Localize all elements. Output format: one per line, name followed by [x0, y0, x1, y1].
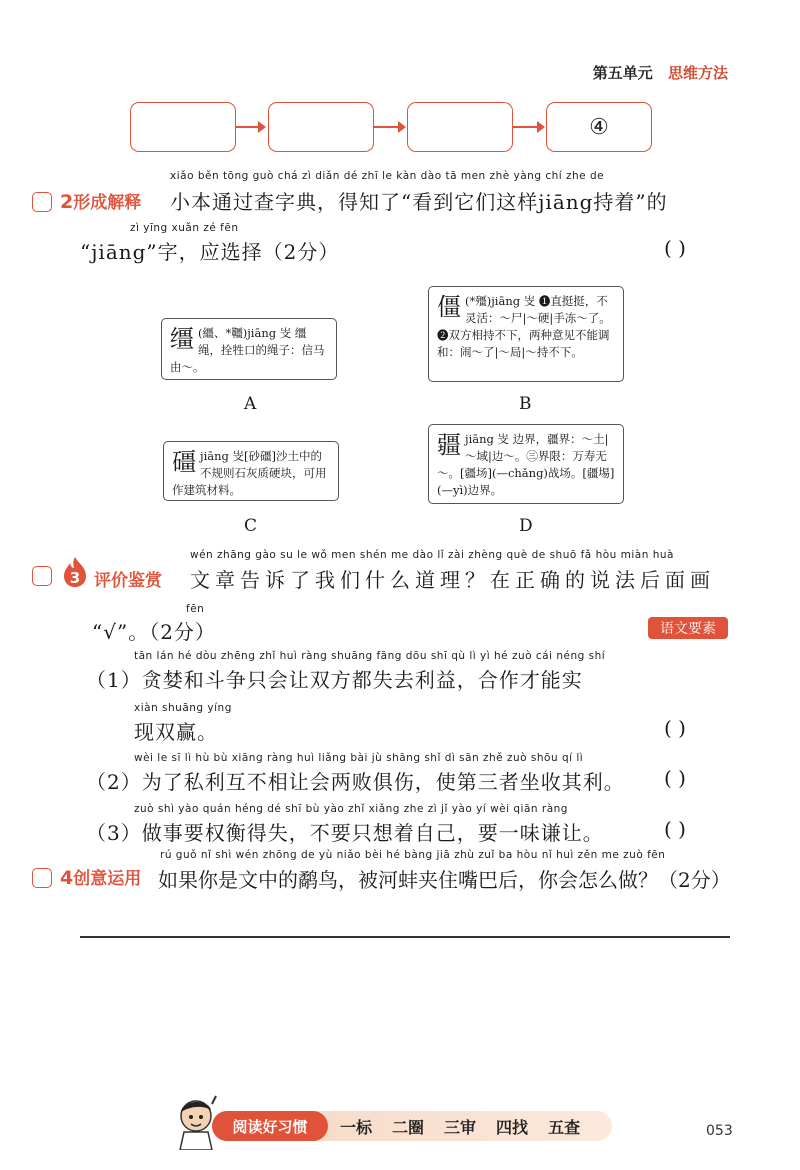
q3-pinyin-1: wén zhāng gào su le wǒ men shén me dào lǐ zài zhèng què de shuō fǎ hòu miàn huà [190, 549, 674, 561]
option-b-text: (*殭)jiāng 㞵 ❶直挺挺，不灵活：～尸|～硬|手冻～了。❷双方相持不下，两种意见不能调和：闹～了|～局|～持不下。 [437, 294, 611, 359]
option-c-char: 礓 [172, 448, 196, 476]
q2-label: 形成解释 [73, 193, 142, 213]
q3-item-1-paren[interactable]: ( ) [664, 716, 686, 740]
option-b-card [428, 286, 624, 382]
q3-checkbox[interactable] [32, 566, 52, 586]
page-number: 053 [706, 1123, 733, 1139]
q3-line-2: “√”。（2分） [92, 620, 216, 644]
q4-pinyin: rú guǒ nǐ shì wén zhōng de yù niǎo bèi hé bàng jiā zhù zuǐ ba hòu nǐ huì zěn me zuò fēn [160, 849, 666, 861]
q3-label: 评价鉴赏 [94, 571, 162, 591]
option-c-label[interactable]: C [244, 516, 258, 536]
q3-item-1-pinyin-2: xiàn shuāng yíng [134, 702, 232, 714]
option-d-label[interactable]: D [519, 516, 533, 536]
q3-item-2-pinyin: wèi le sī lì hù bù xiāng ràng huì liǎng bài jù shāng shǐ dì sān zhě zuò shōu qí lì [134, 752, 584, 764]
q2-line-1: 小本通过查字典，得知了“看到它们这样jiāng持着”的 [170, 190, 668, 214]
q2-number: 2 [60, 191, 74, 213]
option-a-text: (繮、*韁)jiāng 㞵 缰绳，拴牲口的绳子：信马由～。 [170, 326, 325, 374]
q3-number: 3 [69, 569, 81, 587]
option-a-card [161, 318, 337, 380]
option-c-text: jiāng 㞵[砂礓]沙土中的不规则石灰质硬块，可用作建筑材料。 [172, 449, 327, 497]
option-d-card [428, 424, 624, 504]
q3-item-3-text: （3）做事要权衡得失，不要只想着自己，要一味谦让。 [86, 821, 604, 845]
reading-habit-tag: 阅读好习惯 [212, 1111, 328, 1141]
option-b-char: 僵 [437, 293, 461, 321]
q3-item-2-text: （2）为了私利互不相让会两败俱伤，使第三者坐收其利。 [86, 770, 625, 794]
q2-heading [60, 188, 141, 213]
flow-box-4-label: ④ [589, 114, 609, 140]
unit-label: 第五单元 [592, 64, 653, 82]
q4-checkbox[interactable] [32, 868, 52, 888]
option-b-label[interactable]: B [519, 394, 532, 414]
q3-item-2-paren[interactable]: ( ) [664, 766, 686, 790]
option-a-char: 缰 [170, 325, 194, 353]
q2-pinyin-1: xiǎo běn tōng guò chá zì diǎn dé zhī le kàn dào tā men zhè yàng chí zhe de [170, 170, 605, 182]
flame-icon [61, 556, 89, 588]
q3-pinyin-2: fēn [186, 603, 205, 615]
reading-habit-bar [212, 1111, 612, 1141]
flow-box-2 [268, 102, 374, 152]
option-c-card [163, 441, 339, 501]
q2-answer-paren[interactable]: ( ) [664, 236, 686, 260]
q2-checkbox[interactable] [32, 192, 52, 212]
section-title: 思维方法 [667, 64, 728, 82]
option-d-text: jiāng 㞵 边界，疆界：～土|～域|边～。㊂界限：万寿无～。[疆场](—chǎng)战场。[疆埸](—yì)边界。 [437, 432, 615, 497]
q2-pinyin-2: zì yīng xuǎn zé fēn [130, 222, 239, 234]
q3-line-1: 文章告诉了我们什么道理？在正确的说法后面画 [190, 568, 715, 592]
q2-line-2: “jiāng”字，应选择（2分） [80, 240, 340, 264]
flow-arrow-1 [236, 126, 264, 128]
habit-step-4: 四找 [496, 1118, 529, 1137]
q4-number: 4 [60, 867, 74, 889]
flow-arrow-2 [374, 126, 404, 128]
q4-heading [60, 864, 141, 889]
habit-step-5: 五查 [548, 1118, 581, 1137]
q3-item-3-paren[interactable]: ( ) [664, 817, 686, 841]
q3-item-1-pinyin: tān lán hé dòu zhēng zhǐ huì ràng shuāng fāng dōu shī qù lì yì hé zuò cái néng shí [134, 650, 606, 662]
q4-text: 如果你是文中的鹬鸟，被河蚌夹住嘴巴后，你会怎么做？（2分） [158, 868, 731, 892]
q3-item-1-text-2: 现双赢。 [134, 720, 218, 744]
answer-line[interactable] [80, 936, 730, 938]
q3-item-3-pinyin: zuò shì yào quán héng dé shī bù yào zhǐ xiǎng zhe zì jǐ yào yí wèi qiān ràng [134, 803, 568, 815]
option-d-char: 疆 [437, 431, 461, 459]
option-a-label[interactable]: A [244, 394, 257, 414]
page-header [593, 62, 728, 83]
flow-arrow-3 [513, 126, 543, 128]
q4-label: 创意运用 [73, 869, 142, 889]
habit-steps [340, 1115, 580, 1138]
habit-step-3: 三审 [444, 1118, 477, 1137]
key-element-badge: 语文要素 [648, 617, 728, 639]
flow-box-1 [130, 102, 236, 152]
habit-step-1: 一标 [340, 1118, 373, 1137]
flow-box-4 [546, 102, 652, 152]
flow-box-3 [407, 102, 513, 152]
q3-item-1-text: （1）贪婪和斗争只会让双方都失去利益，合作才能实 [86, 668, 583, 692]
habit-step-2: 二圈 [392, 1118, 425, 1137]
